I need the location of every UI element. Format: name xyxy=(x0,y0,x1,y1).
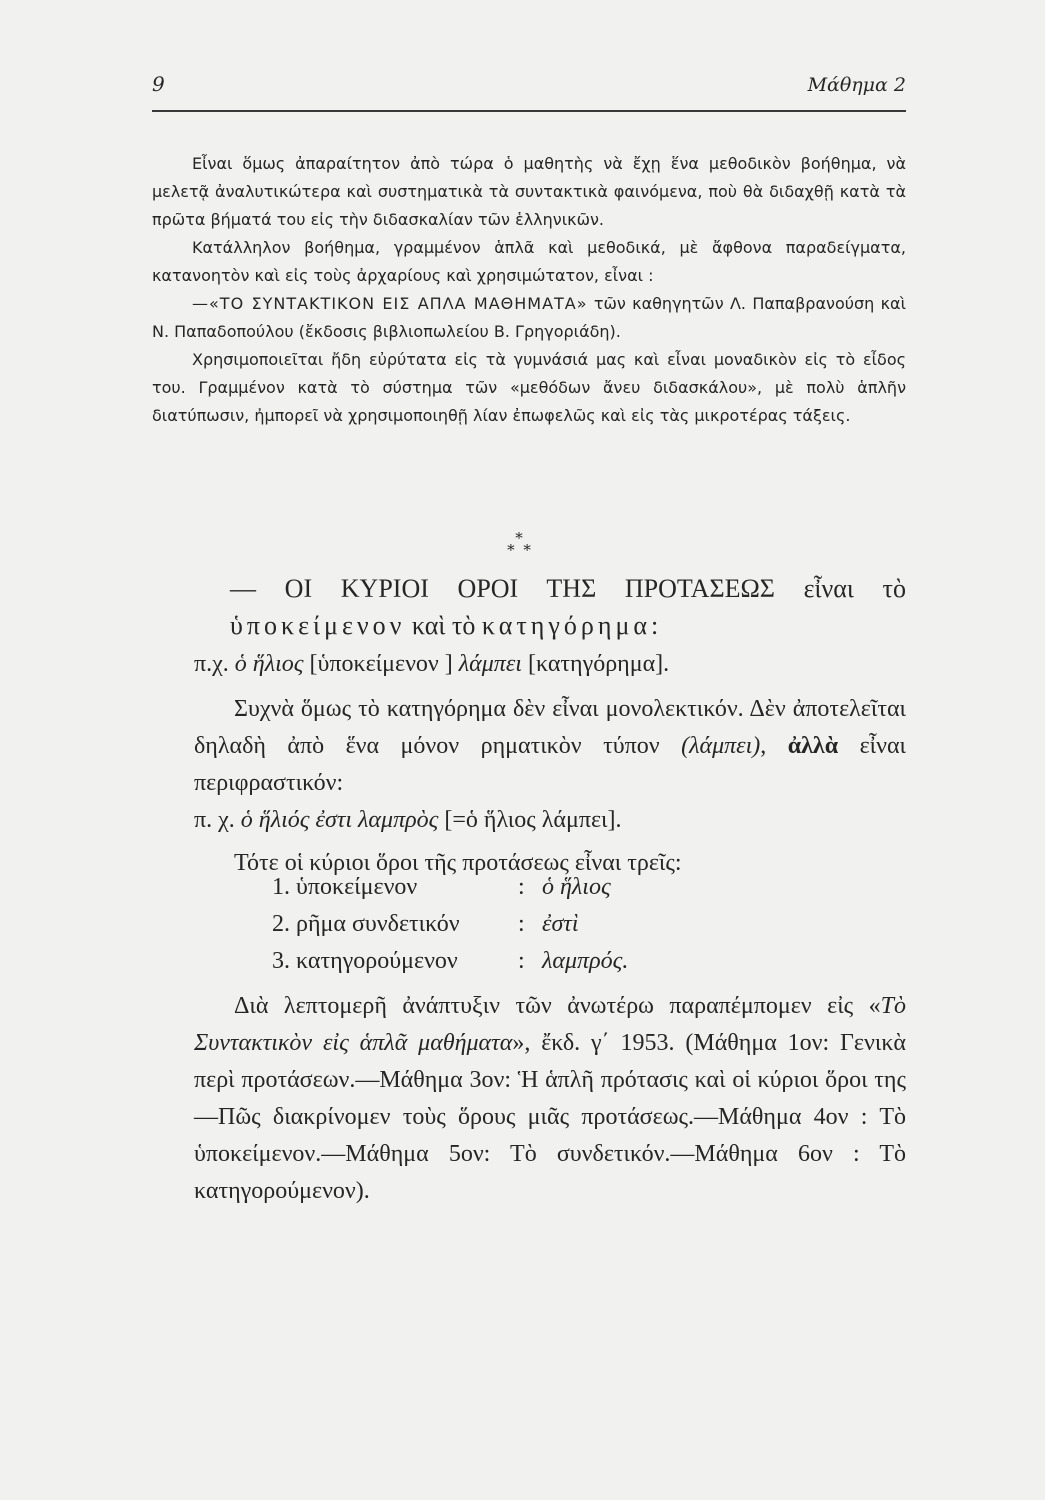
term-row: 1. ὑποκείμενον : ὁ ἥλιος xyxy=(272,874,611,900)
term-subject: ὑποκείμενον xyxy=(230,611,406,640)
reference-paragraph: Διὰ λεπτομερῆ ἀνάπτυξιν τῶν ἀνωτέρω παραπέμπομεν εἰς «Τὸ Συντακτικὸν εἰς ἁπλᾶ μαθήματα», ἔκδ. γ΄ 1953. (Μάθημα 1ον: Γενικὰ περὶ προτάσεων.—Μάθημα 3ον: Ἡ ἁπλῆ πρότασις καὶ οἱ κύριοι ὅροι της—Πῶς διακρίνομεν τοὺς ὅρους μιᾶς προτάσεως.—Μάθημα 4ον : Τὸ ὑποκείμενον.—Μάθημα 5ον: Τὸ συνδετικόν.—Μάθημα 6ον : Τὸ κατηγορούμενον). xyxy=(194,993,906,1204)
intro-paragraph-1: Εἶναι ὅμως ἀπαραίτητον ἀπὸ τώρα ὁ μαθητὴς νὰ ἔχῃ ἕνα μεθοδικὸν βοήθημα, νὰ μελετᾷ ἀναλυτικώτερα καὶ συστηματικὰ τὰ συντακτικὰ φαινόμενα, ποὺ θὰ διδαχθῇ κατὰ τὰ πρῶτα βήματά του εἰς τὴν διδασκαλίαν τῶν ἑλληνικῶν. xyxy=(152,154,906,229)
section-separator: * * * xyxy=(507,529,533,559)
term-row: 3. κατηγορούμενον : λαμπρός. xyxy=(272,948,629,974)
referenced-book-title: Τὸ Συντακτικὸν εἰς ἁπλᾶ μαθήματα xyxy=(194,993,906,1056)
example-2: π. χ. ὁ ἥλιός ἐστι λαμπρὸς [=ὁ ἥλιος λάμπει]. xyxy=(194,807,622,833)
paragraph-three-terms: Τότε οἱ κύριοι ὅροι τῆς προτάσεως εἶναι τρεῖς: xyxy=(234,850,682,876)
paragraph-periphrastic: Συχνὰ ὅμως τὸ κατηγόρημα δὲν εἶναι μονολεκτικόν. Δὲν ἀποτελεῖται δηλαδὴ ἀπὸ ἕνα μόνον ρηματικὸν τύπον (λάμπει), ἀλλὰ εἶναι περιφραστικόν: xyxy=(194,696,907,796)
terms-list xyxy=(272,874,772,985)
lesson-title: Μάθημα 2 xyxy=(807,74,906,96)
intro-text xyxy=(152,150,906,430)
example-1: π.χ. ὁ ἥλιος [ὑποκείμενον ] λάμπει [κατηγόρημα]. xyxy=(194,651,670,677)
intro-paragraph-2: Κατάλληλον βοήθημα, γραμμένον ἁπλᾶ καὶ μεθοδικά, μὲ ἄφθονα παραδείγματα, κατανοητὸν καὶ εἰς τοὺς ἀρχαρίους καὶ χρησιμώτατον, εἶναι : xyxy=(152,238,906,285)
intro-paragraph-4: Χρησιμοποιεῖται ἤδη εὐρύτατα εἰς τὰ γυμνάσιά μας καὶ εἶναι μοναδικὸν εἰς τὸ εἶδος του. Γραμμένον κατὰ τὸ σύστημα τῶν «μεθόδων ἄνευ διδασκάλου», μὲ πολὺ ἁπλῆν διατύπωσιν, ἠμπορεῖ νὰ χρησιμοποιηθῇ λίαν ἐπωφελῶς καὶ εἰς τὰς μικροτέρας τάξεις. xyxy=(152,350,906,425)
term-predicate: κατηγόρημα: xyxy=(481,611,663,640)
page-header xyxy=(152,72,906,116)
book-title: —«ΤΟ ΣΥΝΤΑΚΤΙΚΟΝ ΕΙΣ ΑΠΛΑ ΜΑΘΗΜΑΤΑ» xyxy=(192,294,588,313)
header-rule xyxy=(152,110,906,112)
term-row: 2. ρῆμα συνδετικόν : ἐστὶ xyxy=(272,911,579,937)
intro-paragraph-3 xyxy=(152,290,906,346)
section-text xyxy=(194,570,906,882)
book-authors: τῶν καθηγητῶν Λ. Παπαβρανούση καὶ Ν. Παπαδοπούλου (ἔκδοσις βιβλιοπωλείου Β. Γρηγοριάδη). xyxy=(152,294,906,341)
page-number: 9 xyxy=(152,72,165,96)
section-heading: — ΟΙ ΚΥΡΙΟΙ ΟΡΟΙ ΤΗΣ ΠΡΟΤΑΣΕΩΣ εἶναι τὸ ὑποκείμενον καὶ τὸ κατηγόρημα: xyxy=(230,574,907,640)
